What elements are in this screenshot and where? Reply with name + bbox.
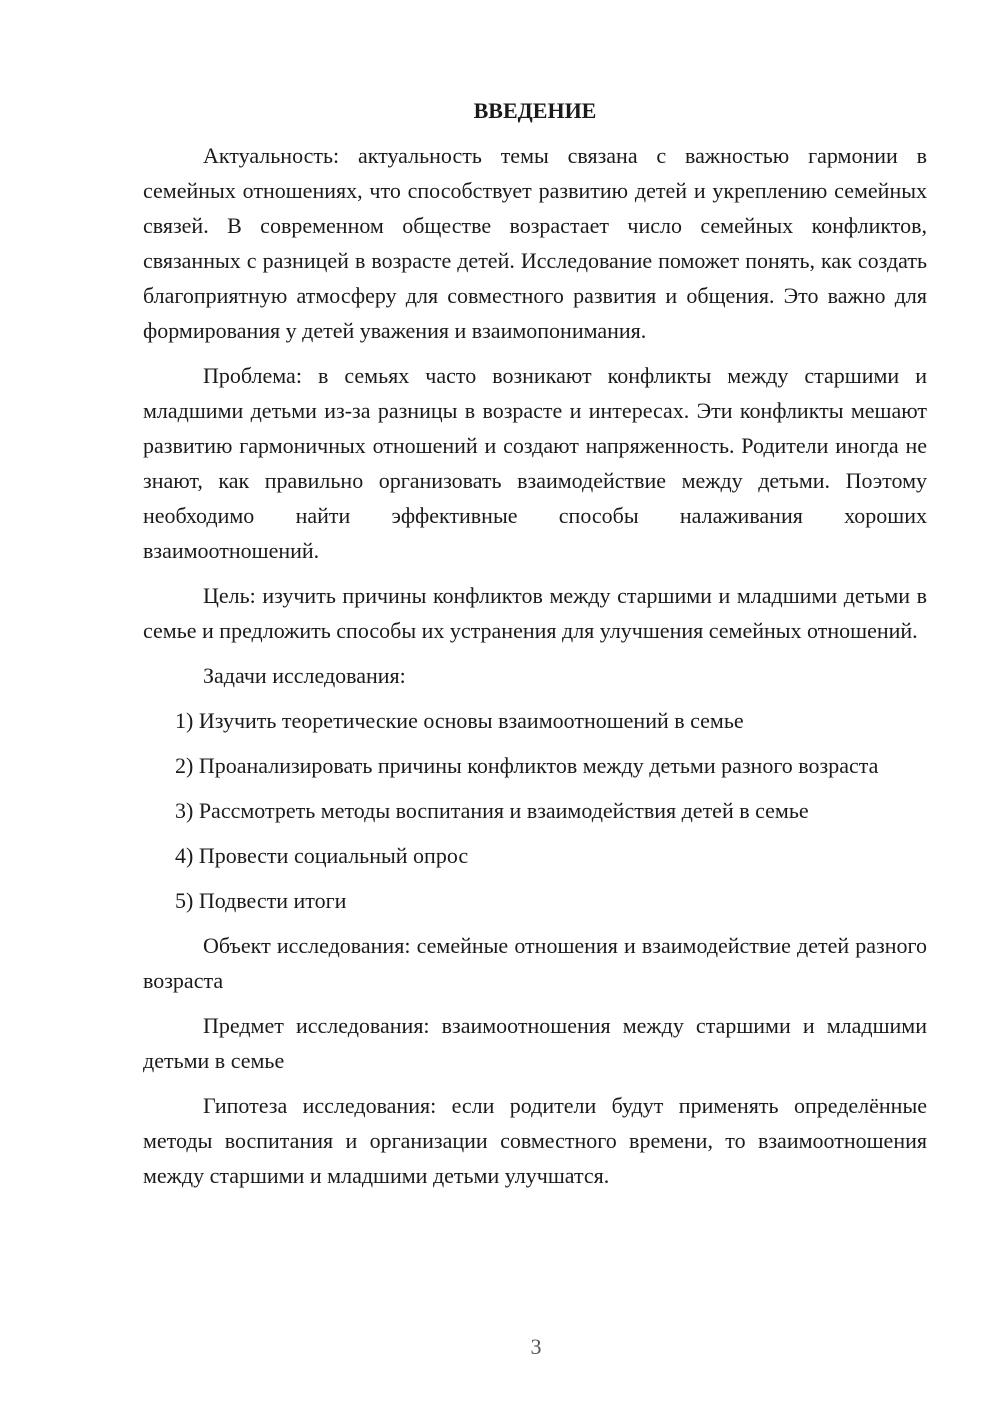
task-item-1: 1) Изучить теоретические основы взаимоотношений в семье xyxy=(175,708,744,733)
tasks-heading: Задачи исследования: xyxy=(203,663,406,688)
problem-paragraph: Проблема: в семьях часто возникают конфликты между старшими и младшими детьми из-за разницы в возрасте и интересах. Эти конфликты мешают развитию гармоничных отношений и создают напряженность. Родители иногда не знают, как правильно организовать взаимодействие между детьми. Поэтому необходимо найти эффективные способы налаживания хороших взаимоотношений. xyxy=(143,363,927,563)
task-item-2: 2) Проанализировать причины конфликтов между детьми разного возраста xyxy=(175,753,879,778)
task-item-5: 5) Подвести итоги xyxy=(175,888,347,913)
hypothesis-paragraph: Гипотеза исследования: если родители будут применять определённые методы воспитания и организации совместного времени, то взаимоотношения между старшими и младшими детьми улучшатся. xyxy=(143,1093,927,1188)
goal-paragraph: Цель: изучить причины конфликтов между старшими и младшими детьми в семье и предложить способы их устранения для улучшения семейных отношений. xyxy=(143,583,927,643)
document-body xyxy=(143,93,927,1203)
subject-paragraph: Предмет исследования: взаимоотношения между старшими и младшими детьми в семье xyxy=(143,1013,927,1073)
object-paragraph: Объект исследования: семейные отношения и взаимодействие детей разного возраста xyxy=(143,933,927,993)
page-number: 3 xyxy=(530,1334,542,1359)
task-item-3: 3) Рассмотреть методы воспитания и взаимодействия детей в семье xyxy=(175,798,809,823)
page-title: ВВЕДЕНИЕ xyxy=(473,98,597,123)
relevance-paragraph: Актуальность: актуальность темы связана с важностью гармонии в семейных отношениях, что способствует развитию детей и укреплению семейных связей. В современном обществе возрастает число семейных конфликтов, связанных с разницей в возрасте детей. Исследование поможет понять, как создать благоприятную атмосферу для совместного развития и общения. Это важно для формирования у детей уважения и взаимопонимания. xyxy=(143,143,927,343)
task-item-4: 4) Провести социальный опрос xyxy=(175,843,469,868)
